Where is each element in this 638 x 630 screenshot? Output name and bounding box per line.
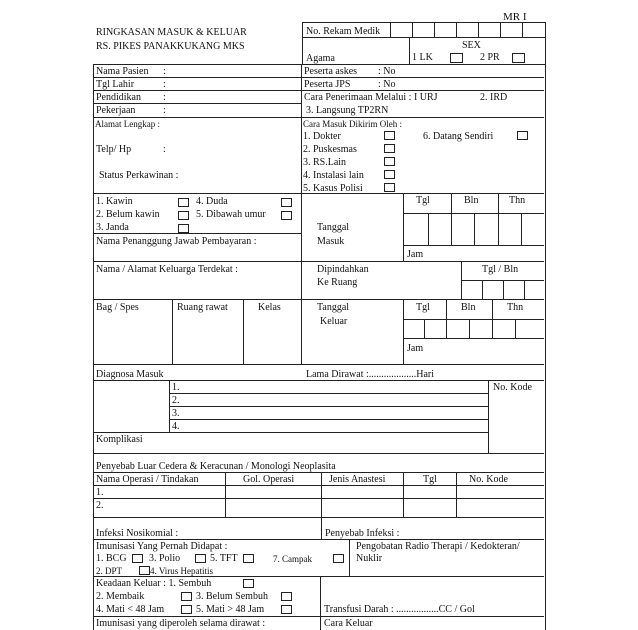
- colon: :: [163, 105, 166, 116]
- agama-label: Agama: [306, 53, 335, 64]
- rule: [403, 299, 404, 364]
- rule: [321, 517, 322, 539]
- kawin-checkbox[interactable]: [178, 198, 189, 207]
- rule: [169, 419, 488, 420]
- rule: [500, 22, 501, 38]
- telp-label: Telp/ Hp: [96, 144, 132, 155]
- instalasi-lain-option: 4. Instalasi lain: [303, 170, 364, 181]
- penyebab-luar-label: Penyebab Luar Cedera & Keracunan / Monologi Neoplasita: [96, 461, 336, 472]
- rule: [488, 380, 489, 453]
- rule: [456, 472, 457, 517]
- rule: [93, 233, 302, 234]
- form-code: MR I: [503, 11, 527, 23]
- operasi-row-2: 2.: [96, 500, 104, 511]
- imunisasi-diperoleh-label: Imunisasi yang diperoleh selama dirawat :: [96, 618, 266, 629]
- lama-dirawat-label: Lama Dirawat :...................Hari: [306, 369, 435, 380]
- rule: [428, 213, 429, 245]
- polio-checkbox[interactable]: [195, 554, 206, 563]
- rs-lain-checkbox[interactable]: [384, 157, 395, 166]
- dibawah-umur-option: 5. Dibawah umur: [196, 209, 266, 220]
- mati-lebih-48-checkbox[interactable]: [281, 605, 292, 614]
- dipindahkan-label: Dipindahkan: [317, 264, 369, 275]
- peserta-askes-value: : No: [378, 66, 396, 77]
- sex-pr-label: 2 PR: [480, 52, 500, 63]
- tgl-lahir-label: Tgl Lahir: [96, 79, 135, 90]
- bag-spes-label: Bag / Spes: [96, 302, 139, 313]
- rule: [498, 193, 499, 245]
- form-title: RINGKASAN MASUK & KELUAR: [96, 27, 247, 38]
- rule: [434, 22, 435, 38]
- rule: [321, 472, 322, 517]
- diagnosis-item-2: 2.: [172, 395, 180, 406]
- peserta-jps-value: : No: [378, 79, 396, 90]
- komplikasi-label: Komplikasi: [96, 434, 143, 445]
- duda-option: 4. Duda: [196, 196, 228, 207]
- keadaan-keluar-label: Keadaan Keluar : 1. Sembuh: [96, 578, 212, 589]
- masuk-bln-header: Bln: [464, 195, 479, 206]
- tanggal-keluar-label: Tanggal: [317, 302, 350, 313]
- instalasi-lain-checkbox[interactable]: [384, 170, 395, 179]
- rule: [403, 472, 404, 517]
- masuk-jam-label: Jam: [407, 249, 424, 260]
- rule: [93, 193, 302, 194]
- kawin-option: 1. Kawin: [96, 196, 133, 207]
- sex-pr-checkbox[interactable]: [512, 53, 525, 63]
- mati-kurang-48-option: 4. Mati < 48 Jam: [96, 604, 165, 615]
- pekerjaan-label: Pekerjaan: [96, 105, 136, 116]
- masuk-thn-header: Thn: [509, 195, 526, 206]
- rule: [225, 472, 226, 517]
- gol-operasi-header: Gol. Operasi: [243, 474, 295, 485]
- dpt-checkbox[interactable]: [139, 566, 150, 575]
- rule: [522, 22, 523, 38]
- diagnosis-no-kode-header: No. Kode: [493, 382, 532, 393]
- rule: [93, 432, 488, 433]
- rule: [492, 299, 493, 338]
- dokter-checkbox[interactable]: [384, 131, 395, 140]
- puskesmas-option: 2. Puskesmas: [303, 144, 357, 155]
- rule: [301, 64, 302, 364]
- peserta-askes-label: Peserta askes: [304, 66, 358, 77]
- janda-checkbox[interactable]: [178, 224, 189, 233]
- status-perkawinan-label: Status Perkawinan :: [99, 170, 179, 181]
- rule: [93, 472, 544, 473]
- bcg-checkbox[interactable]: [132, 554, 143, 563]
- rule: [409, 37, 410, 64]
- imunisasi-label: Imunisasi Yang Pernah Didapat :: [96, 541, 228, 552]
- rule: [515, 319, 516, 338]
- alamat-label: Alamat Lengkap :: [95, 119, 160, 129]
- bcg-option: 1. BCG: [96, 553, 127, 564]
- polio-option: 3. Polio: [149, 553, 181, 564]
- rule: [93, 498, 544, 499]
- jenis-anastesi-header: Jenis Anastesi: [329, 474, 386, 485]
- peserta-jps-label: Peserta JPS: [304, 79, 351, 90]
- rule: [93, 453, 544, 454]
- rule: [320, 576, 321, 630]
- radio-therapy-label: Pengobatan Radio Therapi / Kedokteran/: [356, 541, 520, 552]
- kasus-polisi-option: 5. Kasus Polisi: [303, 183, 363, 194]
- tanggal-masuk-label-2: Masuk: [317, 236, 345, 247]
- rule: [451, 193, 452, 245]
- rule: [456, 22, 457, 38]
- ird-option: 2. IRD: [480, 92, 508, 103]
- hospital-name: RS. PIKES PANAKKUKANG MKS: [96, 41, 245, 52]
- radio-therapy-label-2: Nuklir: [356, 553, 383, 564]
- rule: [403, 338, 544, 339]
- dokter-option: 1. Dokter: [303, 131, 341, 142]
- rule: [93, 299, 544, 300]
- rule: [403, 193, 404, 261]
- ke-ruang-label: Ke Ruang: [317, 277, 358, 288]
- rule: [412, 22, 413, 38]
- colon: :: [163, 92, 166, 103]
- cara-masuk-label: Cara Masuk Dikirim Oleh :: [303, 119, 402, 129]
- diagnosis-item-3: 3.: [172, 408, 180, 419]
- rule: [503, 280, 504, 299]
- rule: [482, 280, 483, 299]
- mati-lebih-48-option: 5. Mati > 48 Jam: [196, 604, 265, 615]
- rule: [169, 406, 488, 407]
- rule: [93, 517, 544, 518]
- rule: [169, 393, 488, 394]
- keluar-jam-label: Jam: [407, 343, 424, 354]
- rule: [301, 90, 544, 91]
- colon: :: [163, 79, 166, 90]
- keluar-thn-header: Thn: [507, 302, 524, 313]
- infeksi-nosokomial-label: Infeksi Nosikomial :: [96, 528, 179, 539]
- diagnosis-item-1: 1.: [172, 382, 180, 393]
- rs-lain-option: 3. RS.Lain: [303, 157, 347, 168]
- rule: [93, 77, 302, 78]
- membaik-option: 2. Membaik: [96, 591, 145, 602]
- pendidikan-label: Pendidikan: [96, 92, 141, 103]
- rule: [172, 299, 173, 364]
- dpt-option: 2. DPT: [96, 566, 123, 576]
- rule: [469, 319, 470, 338]
- belum-kawin-checkbox[interactable]: [178, 211, 189, 220]
- colon: :: [163, 144, 166, 155]
- masuk-tgl-header: Tgl: [416, 195, 430, 206]
- transfusi-darah-label: Transfusi Darah : .................CC / Gol: [324, 604, 475, 615]
- tanggal-keluar-label-2: Keluar: [320, 316, 348, 327]
- rule: [390, 22, 391, 38]
- rule: [524, 280, 525, 299]
- rule: [93, 576, 544, 577]
- rule: [478, 22, 479, 38]
- penyebab-infeksi-label: Penyebab Infeksi :: [325, 528, 400, 539]
- rule: [93, 261, 544, 262]
- rekam-medik-label: No. Rekam Medik: [306, 26, 381, 37]
- belum-kawin-option: 2. Belum kawin: [96, 209, 160, 220]
- tft-checkbox[interactable]: [243, 554, 254, 563]
- campak-option: 7. Campak: [273, 554, 312, 564]
- datang-sendiri-option: 6. Datang Sendiri: [423, 131, 494, 142]
- keluar-tgl-header: Tgl: [416, 302, 430, 313]
- pindah-tgl-bln-header: Tgl / Bln: [482, 264, 519, 275]
- hepatitis-option: 4. Virus Hepatitis: [150, 566, 214, 576]
- cara-keluar-label: Cara Keluar: [324, 618, 373, 629]
- belum-sembuh-option: 3. Belum Sembuh: [196, 591, 268, 602]
- tft-option: 5. TFT: [210, 553, 238, 564]
- sex-lk-label: 1 LK: [412, 52, 433, 63]
- penanggung-jawab-label: Nama Penanggung Jawab Pembayaran :: [96, 236, 257, 247]
- sembuh-checkbox[interactable]: [243, 579, 254, 588]
- datang-sendiri-checkbox[interactable]: [517, 131, 528, 140]
- rule: [521, 213, 522, 245]
- rule: [93, 117, 544, 118]
- mati-kurang-48-checkbox[interactable]: [181, 605, 192, 614]
- diagnosa-masuk-label: Diagnosa Masuk: [96, 369, 164, 380]
- ruang-rawat-label: Ruang rawat: [177, 302, 228, 313]
- colon: :: [163, 66, 166, 77]
- rule: [302, 37, 545, 38]
- rule: [93, 485, 544, 486]
- keluar-bln-header: Bln: [461, 302, 476, 313]
- nama-operasi-header: Nama Operasi / Tindakan: [96, 474, 199, 485]
- keluarga-terdekat-label: Nama / Alamat Keluarga Terdekat :: [96, 264, 238, 275]
- kasus-polisi-checkbox[interactable]: [384, 183, 395, 192]
- duda-checkbox[interactable]: [281, 198, 292, 207]
- rule: [243, 299, 244, 364]
- rule: [93, 380, 544, 381]
- sex-label: SEX: [462, 40, 481, 51]
- rule: [93, 616, 544, 617]
- tp2rn-option: 3. Langsung TP2RN: [306, 105, 389, 116]
- rule: [93, 90, 302, 91]
- janda-option: 3. Janda: [96, 222, 129, 233]
- rule: [301, 193, 544, 194]
- nama-pasien-label: Nama Pasien: [96, 66, 149, 77]
- puskesmas-checkbox[interactable]: [384, 144, 395, 153]
- cara-penerimaan-label: Cara Penerimaan Melalui : I URJ: [304, 92, 438, 103]
- rule: [301, 77, 544, 78]
- rule: [474, 213, 475, 245]
- rule: [424, 319, 425, 338]
- operasi-no-kode-header: No. Kode: [469, 474, 508, 485]
- rule: [93, 103, 302, 104]
- rule: [349, 539, 350, 576]
- belum-sembuh-checkbox[interactable]: [281, 592, 292, 601]
- campak-checkbox[interactable]: [333, 554, 344, 563]
- operasi-tgl-header: Tgl: [423, 474, 437, 485]
- dibawah-umur-checkbox[interactable]: [281, 211, 292, 220]
- rule: [403, 245, 544, 246]
- tanggal-masuk-label: Tanggal: [317, 222, 350, 233]
- sex-lk-checkbox[interactable]: [450, 53, 463, 63]
- kelas-label: Kelas: [258, 302, 281, 313]
- rule: [93, 364, 544, 365]
- operasi-row-1: 1.: [96, 487, 104, 498]
- diagnosis-item-4: 4.: [172, 421, 180, 432]
- rule: [446, 299, 447, 338]
- membaik-checkbox[interactable]: [181, 592, 192, 601]
- rule: [93, 539, 544, 540]
